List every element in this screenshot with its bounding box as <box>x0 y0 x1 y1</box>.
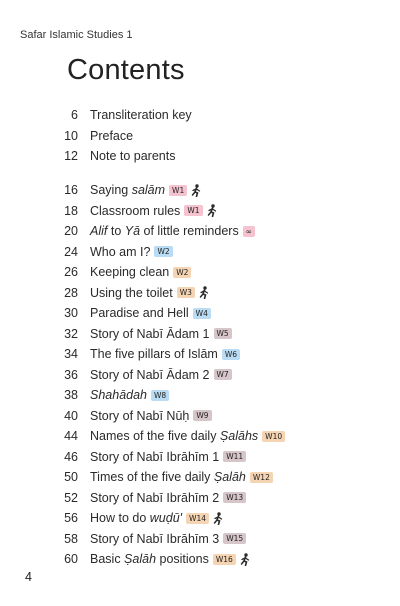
toc-entry-title: Story of Nabī Ibrāhīm 3 <box>90 531 220 546</box>
toc-entry <box>0 242 173 262</box>
toc-entry <box>0 426 285 446</box>
toc-entry <box>0 344 240 364</box>
toc-page-number: 34 <box>64 347 78 361</box>
toc-entry <box>0 549 251 569</box>
toc-page-number: 44 <box>64 429 78 443</box>
toc-page-number: 56 <box>64 511 78 525</box>
toc-entry-title: Times of the five daily Ṣalāh <box>90 470 246 484</box>
worksheet-badge: W1 <box>169 185 187 196</box>
toc-entry-title: Paradise and Hell <box>90 306 189 320</box>
worksheet-badge: W14 <box>186 513 209 524</box>
toc-page-number: 18 <box>64 203 78 218</box>
toc-page-number: 26 <box>64 265 78 279</box>
toc-entry-title: How to do wuḍū' <box>90 511 183 525</box>
worksheet-badge: W7 <box>214 369 232 380</box>
toc-page-number: 24 <box>64 244 78 259</box>
activity-figure-icon <box>239 553 251 566</box>
toc-entry-title: Using the toilet <box>90 285 173 300</box>
worksheet-badge: W10 <box>262 431 285 442</box>
toc-page-number: 46 <box>64 449 78 464</box>
activity-figure-icon <box>212 512 224 525</box>
worksheet-badge: W2 <box>173 267 191 278</box>
worksheet-badge: W15 <box>223 533 246 544</box>
toc-entry-title: Story of Nabī Ādam 2 <box>90 367 210 382</box>
toc-entry-title: Story of Nabī Ibrāhīm 2 <box>90 490 220 505</box>
worksheet-badge: W11 <box>223 451 246 462</box>
toc-entry <box>0 467 273 487</box>
toc-page-number: 32 <box>64 326 78 341</box>
toc-entry <box>0 488 246 508</box>
toc-entry <box>0 105 192 125</box>
toc-page-number: 58 <box>64 531 78 546</box>
toc-entry-title: Shahādah <box>90 388 148 402</box>
toc-entry-title: The five pillars of Islām <box>90 347 218 361</box>
toc-entry-title: Story of Nabī Ibrāhīm 1 <box>90 449 220 464</box>
toc-entry <box>0 385 169 405</box>
toc-entry-title: Names of the five daily Ṣalāhs <box>90 429 259 443</box>
toc-page-number: 36 <box>64 367 78 382</box>
toc-entry-title: Classroom rules <box>90 203 181 218</box>
toc-page-number: 52 <box>64 490 78 505</box>
toc-entry <box>0 126 133 146</box>
toc-entry <box>0 324 232 344</box>
activity-figure-icon <box>206 204 218 217</box>
toc-entry-title: Keeping clean <box>90 265 170 279</box>
worksheet-badge: W2 <box>154 246 172 257</box>
toc-entry-title: Saying salām <box>90 183 166 197</box>
worksheet-badge: W5 <box>214 328 232 339</box>
worksheet-badge: W16 <box>213 554 236 565</box>
toc-entry-title: Note to parents <box>90 149 176 163</box>
toc-page-number: 60 <box>64 552 78 566</box>
toc-entry <box>0 221 255 241</box>
toc-page-number: 38 <box>64 388 78 402</box>
toc-entry <box>0 406 212 426</box>
toc-entry <box>0 365 232 385</box>
toc-entry <box>0 201 218 221</box>
page-title: Contents <box>67 54 185 86</box>
worksheet-badge: W3 <box>177 287 195 298</box>
toc-page-number: 50 <box>64 470 78 484</box>
toc-page-number: 12 <box>64 149 78 163</box>
toc-page-number: 16 <box>64 183 78 197</box>
toc-entry-title: Transliteration key <box>90 108 192 122</box>
toc-entry <box>0 508 224 528</box>
toc-page-number: 40 <box>64 408 78 423</box>
activity-figure-icon <box>190 184 202 197</box>
toc-entry <box>0 283 210 303</box>
toc-page-number: 6 <box>71 108 78 122</box>
toc-entry-title: Story of Nabī Ādam 1 <box>90 326 210 341</box>
toc-entry <box>0 146 175 166</box>
toc-page-number: 10 <box>64 128 78 143</box>
toc-entry-title: Who am I? <box>90 244 151 259</box>
worksheet-badge: W6 <box>222 349 240 360</box>
toc-entry-title: Story of Nabī Nūḥ <box>90 408 190 423</box>
worksheet-badge: ∞ <box>243 226 255 237</box>
toc-page-number: 28 <box>64 285 78 300</box>
activity-figure-icon <box>198 286 210 299</box>
toc-entry <box>0 180 202 200</box>
page-number: 4 <box>25 570 32 584</box>
toc-entry <box>0 529 246 549</box>
toc-page-number: 20 <box>64 224 78 238</box>
toc-page-number: 30 <box>64 306 78 320</box>
worksheet-badge: W8 <box>151 390 169 401</box>
toc-entry-title: Basic Ṣalāh positions <box>90 552 209 566</box>
toc-entry <box>0 303 211 323</box>
worksheet-badge: W1 <box>184 205 202 216</box>
worksheet-badge: W4 <box>193 308 211 319</box>
toc-entry <box>0 447 246 467</box>
toc-entry <box>0 262 191 282</box>
toc-entry-title: Alif to Yā of little reminders <box>90 224 239 238</box>
toc-entry-title: Preface <box>90 128 134 143</box>
worksheet-badge: W12 <box>250 472 273 483</box>
running-header: Safar Islamic Studies 1 <box>20 29 133 41</box>
worksheet-badge: W13 <box>223 492 246 503</box>
worksheet-badge: W9 <box>193 410 211 421</box>
